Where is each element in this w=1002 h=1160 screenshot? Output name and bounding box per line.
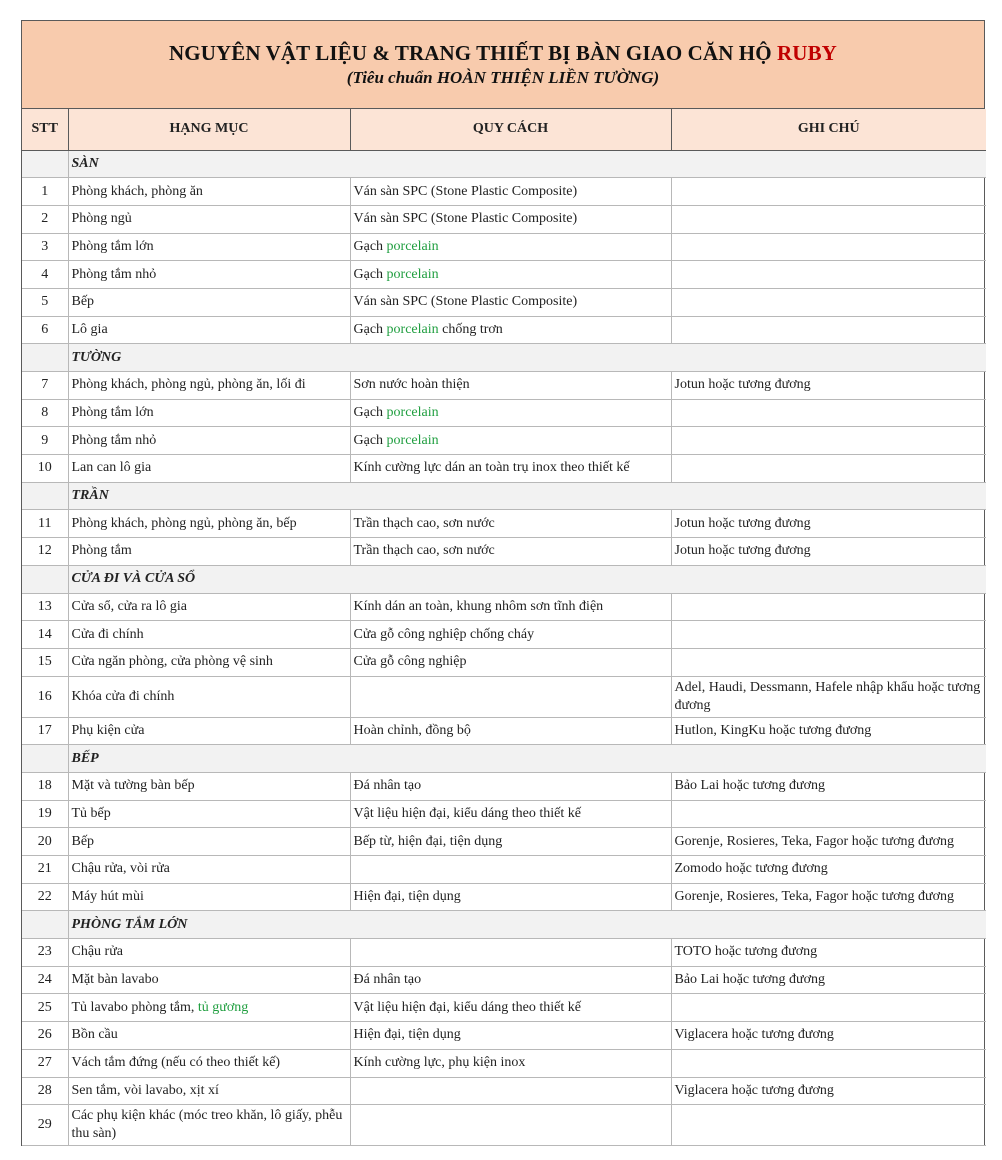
table-row [22,676,986,717]
note-cell: TOTO hoặc tương đương [671,939,986,967]
spec-cell [350,828,671,856]
note-cell [671,427,986,455]
spec-text: Gạch [353,432,387,448]
spec-text: Hiện đại, tiện dụng [353,889,461,905]
section-title: CỬA ĐI VÀ CỬA SỔ [68,565,986,593]
item-text: Phòng tắm lớn [71,405,154,421]
spec-highlight: porcelain [386,321,439,337]
stt-cell: 28 [22,1077,68,1105]
spec-text: Trần thạch cao, sơn nước [353,543,495,559]
stt-cell: 5 [22,288,68,316]
note-cell [671,593,986,621]
spec-text: Gạch [353,266,387,282]
item-text: Vách tắm đứng (nếu có theo thiết kế) [71,1055,281,1071]
section-title: TRẦN [68,482,986,510]
spec-cell [350,1105,671,1146]
spec-cell [350,772,671,800]
item-text: Tủ lavabo phòng tắm, [71,999,198,1015]
table-row [22,856,986,884]
table-row [22,772,986,800]
spec-text: Ván sàn SPC (Stone Plastic Composite) [353,294,578,310]
item-text: Phòng khách, phòng ngủ, phòng ăn, lối đi [71,377,306,393]
item-text: Phụ kiện cửa [71,722,145,738]
item-text: Phòng tắm [71,543,132,559]
note-cell [671,1105,986,1146]
column-header-note: GHI CHÚ [671,109,986,150]
section-stt-cell [22,911,68,939]
spec-highlight: porcelain [386,238,439,254]
item-cell [68,427,350,455]
spec-highlight: porcelain [386,266,439,282]
table-row [22,1077,986,1105]
stt-cell: 22 [22,883,68,911]
section-stt-cell [22,745,68,773]
stt-cell: 3 [22,233,68,261]
note-cell: Bảo Lai hoặc tương đương [671,966,986,994]
note-cell: Gorenje, Rosieres, Teka, Fagor hoặc tương đương [671,828,986,856]
section-title: TƯỜNG [68,344,986,372]
note-cell [671,621,986,649]
item-cell [68,205,350,233]
spec-cell [350,261,671,289]
item-text: Phòng khách, phòng ngủ, phòng ăn, bếp [71,515,297,531]
table-row [22,994,986,1022]
spec-text: Gạch [353,238,387,254]
item-cell [68,828,350,856]
item-cell [68,316,350,344]
note-cell [671,1049,986,1077]
stt-cell: 17 [22,717,68,745]
item-highlight: tủ gương [197,999,249,1015]
item-text: Phòng ngủ [71,211,132,227]
note-cell: Gorenje, Rosieres, Teka, Fagor hoặc tương đương [671,883,986,911]
spec-highlight: porcelain [386,432,439,448]
item-cell [68,288,350,316]
note-cell [671,233,986,261]
item-cell [68,593,350,621]
table-row [22,372,986,400]
table-row [22,593,986,621]
spec-cell [350,316,671,344]
column-header-stt: STT [22,109,68,150]
section-row [22,911,986,939]
stt-cell: 14 [22,621,68,649]
note-cell: Jotun hoặc tương đương [671,538,986,566]
stt-cell: 23 [22,939,68,967]
spec-cell [350,233,671,261]
note-cell [671,288,986,316]
note-cell: Viglacera hoặc tương đương [671,1077,986,1105]
table-row [22,939,986,967]
item-cell [68,1022,350,1050]
spec-text: Ván sàn SPC (Stone Plastic Composite) [353,183,578,199]
table-row [22,648,986,676]
item-text: Tủ bếp [71,805,111,821]
note-cell [671,455,986,483]
note-cell [671,205,986,233]
spec-text: Cửa gỗ công nghiệp [353,654,467,670]
stt-cell: 1 [22,178,68,206]
item-text: Lan can lô gia [71,460,152,476]
table-row [22,883,986,911]
item-text: Phòng khách, phòng ăn [71,183,203,199]
item-cell [68,676,350,717]
note-cell [671,316,986,344]
spec-text: Kính cường lực, phụ kiện inox [353,1055,526,1071]
item-text: Phòng tắm nhỏ [71,432,157,448]
item-cell [68,621,350,649]
spec-text: Đá nhân tạo [353,972,422,988]
item-cell [68,966,350,994]
stt-cell: 4 [22,261,68,289]
table-row [22,205,986,233]
item-text: Chậu rửa, vòi rửa [71,861,170,877]
spec-cell [350,717,671,745]
spec-text: Vật liệu hiện đại, kiểu dáng theo thiết kế [353,805,581,821]
spec-cell [350,648,671,676]
spec-cell [350,621,671,649]
spec-cell [350,372,671,400]
item-cell [68,455,350,483]
stt-cell: 18 [22,772,68,800]
stt-cell: 12 [22,538,68,566]
stt-cell: 19 [22,800,68,828]
spec-text: Cửa gỗ công nghiệp chống cháy [353,626,535,642]
stt-cell: 11 [22,510,68,538]
section-row [22,565,986,593]
item-text: Bếp [71,833,95,849]
item-cell [68,178,350,206]
note-cell: Bảo Lai hoặc tương đương [671,772,986,800]
stt-cell: 15 [22,648,68,676]
stt-cell: 21 [22,856,68,884]
section-stt-cell [22,150,68,178]
note-cell: Jotun hoặc tương đương [671,372,986,400]
note-cell: Viglacera hoặc tương đương [671,1022,986,1050]
item-text: Cửa ngăn phòng, cửa phòng vệ sinh [71,654,273,670]
stt-cell: 2 [22,205,68,233]
spec-cell [350,939,671,967]
stt-cell: 20 [22,828,68,856]
column-header-spec: QUY CÁCH [350,109,671,150]
spec-cell [350,178,671,206]
spec-cell [350,856,671,884]
table-row [22,399,986,427]
spec-text: Sơn nước hoàn thiện [353,377,470,393]
table-row [22,1049,986,1077]
note-cell [671,800,986,828]
item-cell [68,772,350,800]
stt-cell: 24 [22,966,68,994]
note-cell [671,648,986,676]
spec-text: Hiện đại, tiện dụng [353,1027,461,1043]
stt-cell: 29 [22,1105,68,1146]
item-text: Phòng tắm lớn [71,238,154,254]
item-cell [68,510,350,538]
spec-text: Đá nhân tạo [353,778,422,794]
spec-cell [350,510,671,538]
note-cell [671,399,986,427]
stt-cell: 10 [22,455,68,483]
title-block [22,21,984,109]
spec-cell [350,994,671,1022]
item-text: Khóa cửa đi chính [71,688,175,704]
page-title [22,41,984,66]
section-stt-cell [22,565,68,593]
stt-cell: 6 [22,316,68,344]
section-stt-cell [22,482,68,510]
spec-cell [350,800,671,828]
spec-cell [350,399,671,427]
item-cell [68,261,350,289]
spec-table [22,109,986,1146]
spec-highlight: porcelain [386,405,439,421]
item-cell [68,800,350,828]
item-text: Lô gia [71,321,108,337]
column-header-item: HẠNG MỤC [68,109,350,150]
note-cell [671,178,986,206]
item-text: Cửa đi chính [71,626,144,642]
spec-text: Hoàn chỉnh, đồng bộ [353,722,471,738]
spec-text: Gạch [353,405,387,421]
section-title: BẾP [68,745,986,773]
section-row [22,344,986,372]
spec-text: Ván sàn SPC (Stone Plastic Composite) [353,211,578,227]
table-row [22,828,986,856]
note-cell [671,261,986,289]
item-cell [68,717,350,745]
item-cell [68,372,350,400]
table-row [22,621,986,649]
item-cell [68,856,350,884]
note-cell: Hutlon, KingKu hoặc tương đương [671,717,986,745]
stt-cell: 7 [22,372,68,400]
spec-cell [350,1022,671,1050]
table-row [22,510,986,538]
item-cell [68,399,350,427]
section-row [22,745,986,773]
item-text: Mặt bàn lavabo [71,972,159,988]
spec-cell [350,1049,671,1077]
table-row [22,288,986,316]
item-cell [68,1105,350,1146]
spec-text: Kính cường lực dán an toàn trụ inox theo thiết kế [353,460,630,476]
item-text: Bếp [71,294,95,310]
note-cell: Zomodo hoặc tương đương [671,856,986,884]
section-row [22,150,986,178]
item-cell [68,994,350,1022]
item-text: Phòng tắm nhỏ [71,266,157,282]
table-row [22,316,986,344]
item-cell [68,883,350,911]
table-row [22,966,986,994]
item-text: Cửa sổ, cửa ra lô gia [71,598,187,614]
table-header-row [22,109,986,150]
table-row [22,717,986,745]
item-cell [68,648,350,676]
table-row [22,455,986,483]
section-title: PHÒNG TẮM LỚN [68,911,986,939]
spec-cell [350,288,671,316]
item-cell [68,1077,350,1105]
spec-cell [350,883,671,911]
spec-cell [350,966,671,994]
spec-cell [350,676,671,717]
table-row [22,427,986,455]
stt-cell: 16 [22,676,68,717]
note-cell [671,994,986,1022]
table-row [22,538,986,566]
section-row [22,482,986,510]
spec-cell [350,1077,671,1105]
table-row [22,1022,986,1050]
spec-text: Vật liệu hiện đại, kiểu dáng theo thiết kế [353,999,581,1015]
table-row [22,233,986,261]
stt-cell: 25 [22,994,68,1022]
table-row [22,178,986,206]
spec-cell [350,593,671,621]
spec-text: Bếp từ, hiện đại, tiện dụng [353,833,503,849]
stt-cell: 13 [22,593,68,621]
stt-cell: 26 [22,1022,68,1050]
item-text: Mặt và tường bàn bếp [71,778,195,794]
stt-cell: 8 [22,399,68,427]
item-text: Các phụ kiện khác (móc treo khăn, lô giấy, phễu thu sàn) [71,1108,343,1142]
spec-cell [350,455,671,483]
table-row [22,1105,986,1146]
section-title: SÀN [68,150,986,178]
note-cell: Adel, Haudi, Dessmann, Hafele nhập khẩu hoặc tương đương [671,676,986,717]
item-cell [68,538,350,566]
table-body [22,150,986,1146]
item-cell [68,939,350,967]
page-subtitle: (Tiêu chuẩn HOÀN THIỆN LIỀN TƯỜNG) [346,68,660,87]
spec-sheet [21,20,985,1146]
stt-cell: 27 [22,1049,68,1077]
spec-text: Trần thạch cao, sơn nước [353,515,495,531]
title-brand: RUBY [777,41,837,65]
item-text: Sen tắm, vòi lavabo, xịt xí [71,1082,219,1098]
spec-text: Kính dán an toàn, khung nhôm sơn tĩnh điện [353,598,604,614]
table-row [22,800,986,828]
spec-tail: chống trơn [438,321,503,337]
item-cell [68,233,350,261]
note-cell: Jotun hoặc tương đương [671,510,986,538]
item-text: Bồn cầu [71,1027,118,1043]
table-row [22,261,986,289]
spec-text: Gạch [353,321,387,337]
item-text: Chậu rửa [71,944,124,960]
item-cell [68,1049,350,1077]
stt-cell: 9 [22,427,68,455]
spec-cell [350,538,671,566]
title-main: NGUYÊN VẬT LIỆU & TRANG THIẾT BỊ BÀN GIAO CĂN HỘ [169,41,772,65]
section-stt-cell [22,344,68,372]
spec-cell [350,205,671,233]
item-text: Máy hút mùi [71,889,144,905]
spec-cell [350,427,671,455]
